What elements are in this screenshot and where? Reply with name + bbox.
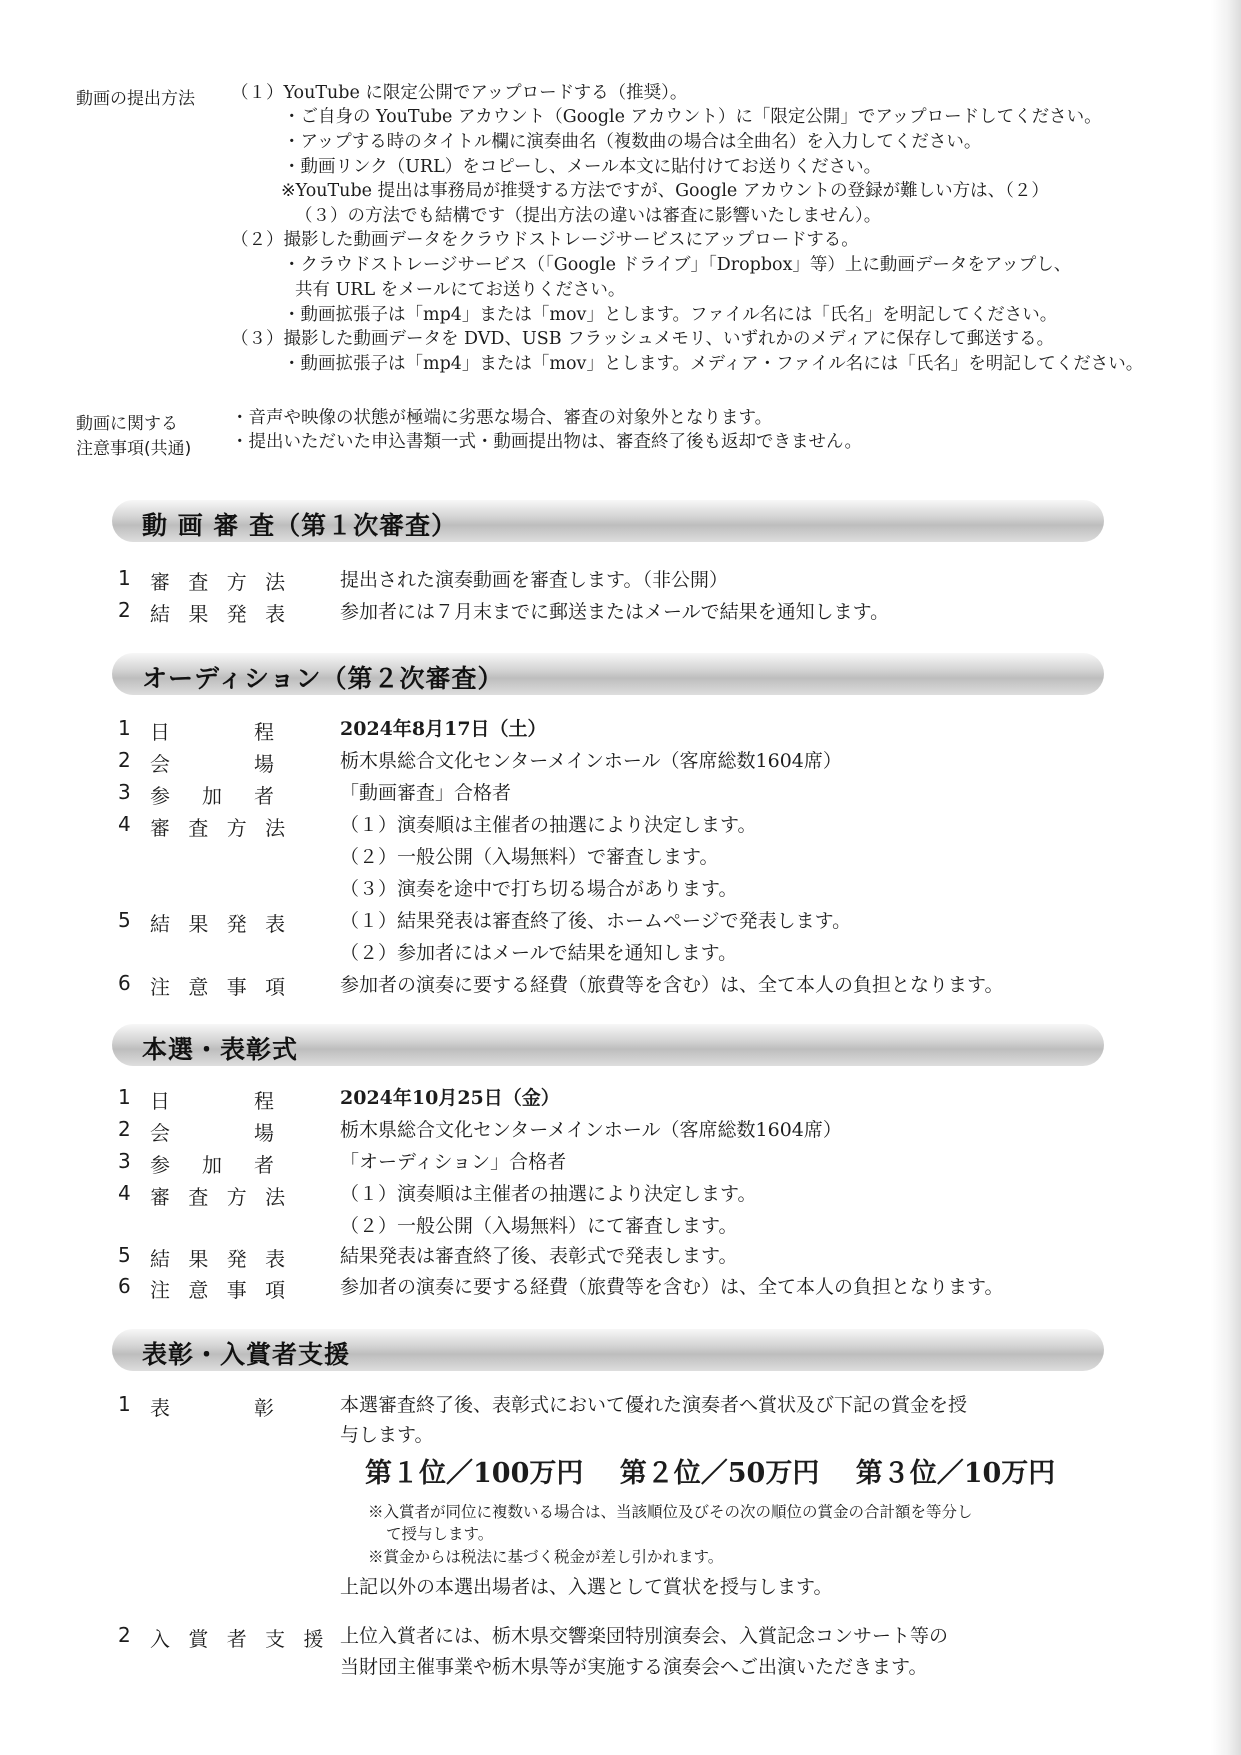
row-label: 入 賞 者 支 援 <box>150 1627 330 1651</box>
row-text: 栃木県総合文化センターメインホール（客席総数1604席） <box>340 1119 842 1141</box>
row-number: 5 <box>118 1243 131 1267</box>
row-number: 3 <box>118 780 131 804</box>
row-number: 2 <box>118 1623 131 1647</box>
row-number: 2 <box>118 748 131 772</box>
submission-line: ・アップする時のタイトル欄に演奏曲名（複数曲の場合は全曲名）を入力してください。 <box>283 132 982 152</box>
row-number: 1 <box>118 1085 131 1109</box>
row-label: 審 査 方 法 <box>150 1185 292 1209</box>
notes-label: 注意事項(共通) <box>76 439 192 459</box>
row-label: 参 加 者 <box>150 784 280 808</box>
submission-line: ・動画拡張子は「mp4」または「mov」とします。メディア・ファイル名には「氏名」を明記してください。 <box>283 354 1144 374</box>
submission-line: （３）の方法でも結構です（提出方法の違いは審査に影響いたしません）。 <box>295 206 882 226</box>
award-text: 本選審査終了後、表彰式において優れた演奏者へ賞状及び下記の賞金を授 <box>340 1394 968 1416</box>
row-label: 結 果 発 表 <box>150 912 292 936</box>
row-number: 3 <box>118 1149 131 1173</box>
submission-line: （３）撮影した動画データを DVD、USB フラッシュメモリ、いずれかのメディアに保存して郵送する。 <box>231 329 1055 349</box>
submission-line: ※YouTube 提出は事務局が推奨する方法ですが、Google アカウントの登録が難しい方は、（２） <box>281 181 1049 201</box>
row-label: 会 場 <box>150 752 280 776</box>
row-text: 2024年10月25日（金） <box>340 1087 560 1109</box>
submission-line: （１）YouTube に限定公開でアップロードする（推奨）。 <box>231 83 688 103</box>
notes-label: 動画に関する <box>76 414 178 434</box>
prize-amounts: 第１位／100万円 第２位／50万円 第３位／10万円 <box>365 1458 1056 1489</box>
award-note: て授与します。 <box>386 1525 494 1543</box>
row-number: 1 <box>118 566 131 590</box>
section-title: 動 画 審 査（第１次審査） <box>142 511 458 540</box>
notes-line: ・音声や映像の状態が極端に劣悪な場合、審査の対象外となります。 <box>231 408 773 428</box>
submission-line: ・クラウドストレージサービス（「Google ドライブ」「Dropbox」等）上に動画データをアップし、 <box>283 255 1072 275</box>
submission-line: 共有 URL をメールにてお送りください。 <box>295 280 626 300</box>
row-text: 提出された演奏動画を審査します。（非公開） <box>340 569 728 591</box>
row-text: （２）参加者にはメールで結果を通知します。 <box>340 942 738 964</box>
award-text: 与します。 <box>340 1424 434 1446</box>
award-text: 上記以外の本選出場者は、入選として賞状を授与します。 <box>340 1576 833 1598</box>
row-text: 2024年8月17日（土） <box>340 718 547 740</box>
submission-line: ・動画拡張子は「mp4」または「mov」とします。ファイル名には「氏名」を明記してください。 <box>283 305 1058 325</box>
award-text: 当財団主催事業や栃木県等が実施する演奏会へご出演いただきます。 <box>340 1656 928 1678</box>
row-number: 5 <box>118 908 131 932</box>
row-label: 注 意 事 項 <box>150 1278 292 1302</box>
row-text: 結果発表は審査終了後、表彰式で発表します。 <box>340 1245 738 1267</box>
award-note: ※賞金からは税法に基づく税金が差し引かれます。 <box>368 1548 724 1566</box>
row-label: 結 果 発 表 <box>150 1247 292 1271</box>
row-label: 審 査 方 法 <box>150 816 292 840</box>
row-number: 4 <box>118 812 131 836</box>
row-number: 6 <box>118 1274 131 1298</box>
submission-line: （２）撮影した動画データをクラウドストレージサービスにアップロードする。 <box>231 230 859 250</box>
section-title: 本選・表彰式 <box>142 1035 299 1064</box>
row-text: 参加者には７月末までに郵送またはメールで結果を通知します。 <box>340 601 890 623</box>
section-title: オーディション（第２次審査） <box>142 664 504 693</box>
row-text: （３）演奏を途中で打ち切る場合があります。 <box>340 878 738 900</box>
row-label: 結 果 発 表 <box>150 602 292 626</box>
row-label: 注 意 事 項 <box>150 975 292 999</box>
row-label: 参 加 者 <box>150 1153 280 1177</box>
award-note: ※入賞者が同位に複数いる場合は、当該順位及びその次の順位の賞金の合計額を等分し <box>368 1503 973 1521</box>
row-label: 会 場 <box>150 1121 280 1145</box>
section-title: 表彰・入賞者支援 <box>142 1340 351 1369</box>
submission-line: ・ご自身の YouTube アカウント（Google アカウント）に「限定公開」でアップロードしてください。 <box>283 107 1102 127</box>
row-number: 2 <box>118 1117 131 1141</box>
row-text: 「動画審査」合格者 <box>340 782 512 804</box>
row-number: 4 <box>118 1181 131 1205</box>
row-number: 6 <box>118 971 131 995</box>
row-text: （２）一般公開（入場無料）で審査します。 <box>340 846 719 868</box>
page-edge-shadow <box>1211 0 1241 1755</box>
submission-label: 動画の提出方法 <box>76 89 195 109</box>
row-number: 1 <box>118 1392 131 1416</box>
row-text: 参加者の演奏に要する経費（旅費等を含む）は、全て本人の負担となります。 <box>340 1276 1004 1298</box>
row-text: （１）演奏順は主催者の抽選により決定します。 <box>340 814 757 836</box>
row-label: 審 査 方 法 <box>150 570 292 594</box>
award-text: 上位入賞者には、栃木県交響楽団特別演奏会、入賞記念コンサート等の <box>340 1625 949 1647</box>
row-text: 「オーディション」合格者 <box>340 1151 567 1173</box>
row-text: （１）結果発表は審査終了後、ホームページで発表します。 <box>340 910 852 932</box>
row-text: （１）演奏順は主催者の抽選により決定します。 <box>340 1183 757 1205</box>
row-number: 1 <box>118 716 131 740</box>
row-number: 2 <box>118 598 131 622</box>
row-label: 日 程 <box>150 720 280 744</box>
row-text: 参加者の演奏に要する経費（旅費等を含む）は、全て本人の負担となります。 <box>340 974 1004 996</box>
row-text: 栃木県総合文化センターメインホール（客席総数1604席） <box>340 750 842 772</box>
row-label: 表 彰 <box>150 1396 280 1420</box>
notes-line: ・提出いただいた申込書類一式・動画提出物は、審査終了後も返却できません。 <box>231 432 863 452</box>
submission-line: ・動画リンク（URL）をコピーし、メール本文に貼付けてお送りください。 <box>283 157 882 177</box>
row-label: 日 程 <box>150 1089 280 1113</box>
row-text: （２）一般公開（入場無料）にて審査します。 <box>340 1215 738 1237</box>
